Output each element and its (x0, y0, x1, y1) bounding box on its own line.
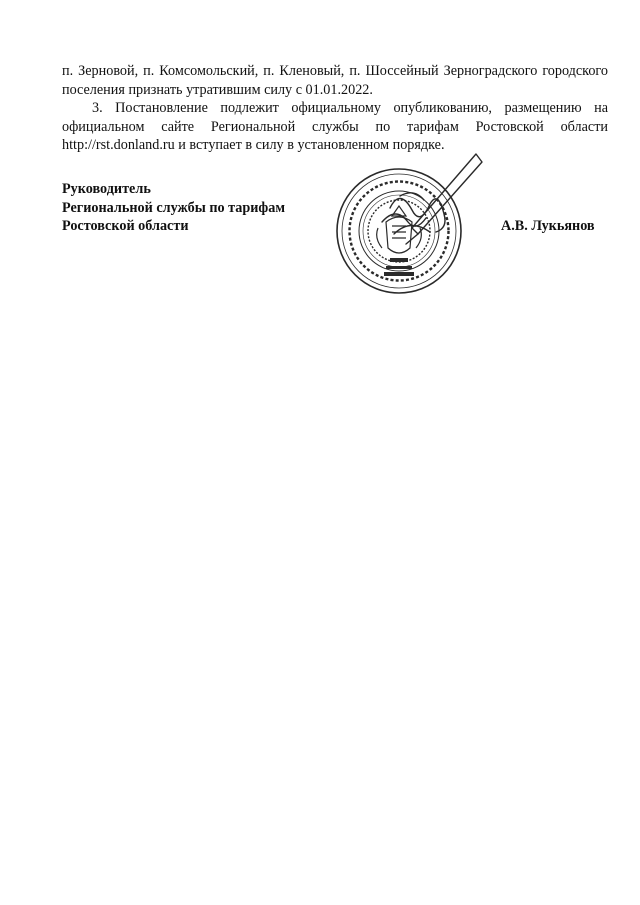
signature-icon (360, 148, 490, 268)
paragraph-3: 3. Постановление подлежит официальному опубликованию, размещению на официальном сайте Региональной службы по тарифам Ростовской области http://rst.donland.ru и вступает в силу в установленном порядке. (62, 100, 608, 153)
signatory-title-line-3: Ростовской области (62, 218, 189, 234)
signatory-title-line-1: Руководитель (62, 181, 151, 197)
document-body (62, 62, 608, 155)
paragraph-continuation: п. Зерновой, п. Комсомольский, п. Кленовый, п. Шоссейный Зерноградского городского поселения признать утратившим силу с 01.01.2022. (62, 63, 608, 98)
signatory-title-line-2: Региональной службы по тарифам (62, 199, 286, 216)
signatory-title (62, 180, 285, 236)
signatory-name: А.В. Лукьянов (501, 218, 595, 234)
